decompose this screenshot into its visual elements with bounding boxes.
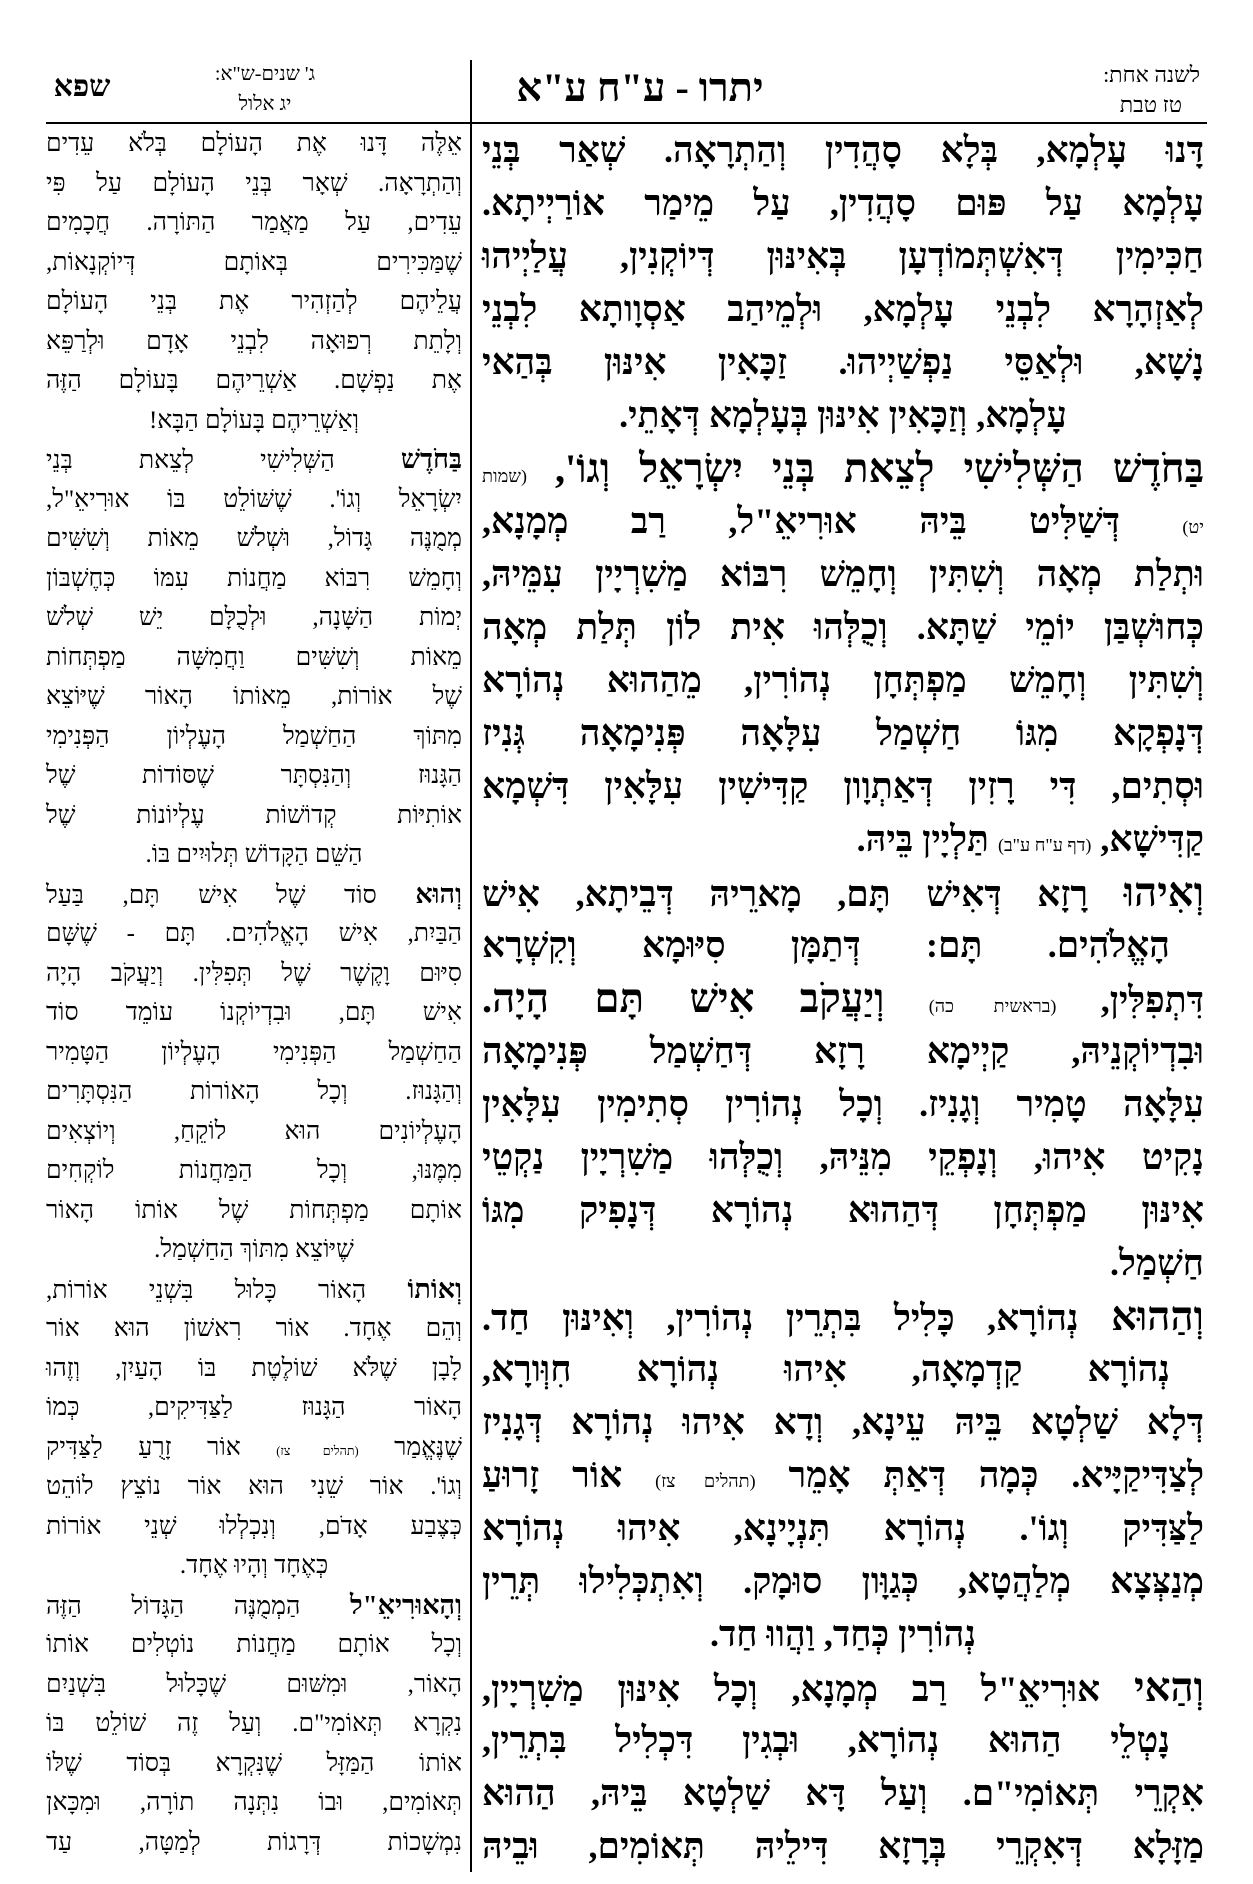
text-segment: הַבַּיִת, אִישׁ הָאֱלֹהִים. תָּם - שֶׁשָּׁם — [46, 920, 462, 947]
aramaic-text-line — [482, 707, 1204, 760]
text-segment: אֵלֶּה דָּנוּ אֶת הָעוֹלָם בְּלֹא עֵדִים — [46, 130, 462, 157]
aramaic-text-line — [482, 866, 1204, 919]
text-segment: אוֹר זָרוּעַ — [482, 1455, 623, 1495]
source-reference: (דף ע"ח ע"ב) — [998, 835, 1092, 855]
text-segment: וּבִדְיוֹקְנֵיהּ, קַיְימָא רָזָא דְּחַשְׁמַל פְּנִימָאָה — [482, 1031, 1204, 1071]
text-segment: הָאוֹר הַגָּנוּז לַצַּדִּיקִים, כְּמוֹ — [46, 1394, 462, 1421]
text-segment: לַצַּדִּיק וְגוֹ'. נְהוֹרָא תִּנְיָינָא, אִיהוּ נְהוֹרָא — [482, 1508, 1204, 1548]
text-segment: יְמוֹת הַשָּׁנָה, וּלְכֻלָּם יֵשׁ שְׁלֹשׁ — [46, 604, 462, 631]
aramaic-text-line — [482, 1449, 1204, 1502]
text-segment: אִינּוּן מַפְתְּחָן דְּהַהוּא נְהוֹרָא דְּנָפִיק מִגּוֹ — [482, 1190, 1204, 1230]
text-segment: הָאוֹר כָּלוּל בִּשְׁנֵי אוֹרוֹת, — [46, 1276, 367, 1304]
aramaic-text-line — [482, 1502, 1204, 1555]
translation-text-line — [46, 835, 462, 875]
text-segment: אוֹתוֹ הַמַּזָּל שֶׁנִּקְרָא בְּסוֹד שֶׁלּוֹ — [46, 1749, 462, 1777]
text-segment: שֶׁמַּכִּירִים בְּאוֹתָם דְּיוֹקְנָאוֹת, — [46, 248, 462, 276]
aramaic-text-line — [482, 124, 1204, 177]
text-segment: שֶׁנֶּאֱמַר — [394, 1433, 463, 1461]
text-segment: סוֹד שֶׁל אִישׁ תָּם, בַּעַל — [46, 881, 377, 909]
text-segment: מֵאוֹת וְשִׁשִּׁים וַחֲמִשָּׁה מַפְתְּחוֹת — [46, 643, 462, 671]
translation-text-line — [46, 1546, 462, 1586]
source-reference: (שמות — [482, 466, 527, 486]
text-segment: וּתְלַת מְאָה וְשִׁתִּין וְחָמֵשׁ רִבּוֹא מַשִׁרְיָין עִמֵּיהּ, — [482, 554, 1204, 594]
translation-text-line — [46, 1428, 462, 1468]
text-segment: מְנַצְּצָא מְלַהֲטָא, כְּגַוָּון סוּמָק. וְאִתְכְּלִילוּ תְּרֵין — [482, 1561, 1204, 1601]
translation-text-line — [46, 677, 462, 717]
header-daily-cycle-date: טז טבת — [1119, 92, 1182, 117]
source-reference: (בראשית כה) — [928, 996, 1057, 1016]
translation-text-line — [46, 1112, 462, 1152]
aramaic-text-line — [482, 654, 1204, 707]
translation-text-line — [46, 1783, 462, 1823]
aramaic-text-line — [482, 1608, 1204, 1661]
text-segment: וְכָל אוֹתָם מַחֲנוֹת נוֹטְלִים אוֹתוֹ — [46, 1631, 462, 1658]
page-title: יתרו - ע"ח ע"א — [516, 65, 764, 110]
text-segment: נְהוֹרָא קַדְמָאָה, אִיהוּ נְהוֹרָא חִוְּורָא, — [482, 1349, 1170, 1389]
text-segment: וְשִׁתִּין וְחָמֵשׁ מַפְתְּחָן נְהוֹרִין, מֵהַהוּא נְהוֹרָא — [482, 660, 1204, 700]
translation-text-line — [46, 164, 462, 204]
text-segment: נִקְרָא תְּאוֹמִי"ם. וְעַל זֶה שׁוֹלֵט בּוֹ — [46, 1710, 462, 1737]
text-segment: הַשֵּׁם הַקָּדוֹשׁ תְּלוּיִים בּוֹ. — [145, 841, 363, 868]
text-segment: יִשְׂרָאֵל וְגוֹ'. שֶׁשּׁוֹלֵט בּוֹ אוּרִיאֵ"ל, — [46, 485, 462, 513]
text-segment: דְּלָא שַׁלְטָא בֵּיהּ עֵינָא, וְדָא אִיהוּ נְהוֹרָא דְּגָנִיז — [482, 1402, 1204, 1442]
text-segment: מַזָּלָא דְּאִקְרֵי בְּרָזָא דִּילֵיהּ תְּאוֹמִים, וּבֵיהּ — [482, 1826, 1204, 1866]
text-segment: נָקִיט אִיהוּ, וְנָפְקֵי מִנֵּיהּ, וְכֻלְּהוּ מַשִׁרְיָין נַקְטֵי — [482, 1137, 1204, 1177]
aramaic-text-line — [482, 1396, 1204, 1449]
text-segment: דָּנוּ עָלְמָא, בְּלָא סָהֲדִין וְהַתְרָאָה. שְׁאַר בְּנֵי — [482, 130, 1204, 170]
lead-words: וְאוֹתוֹ — [407, 1273, 463, 1304]
text-segment: עָלְמָא עַל פּוּם סָהֲדִין, עַל מֵימַר אוֹרַיְיתָא. — [482, 183, 1204, 223]
text-segment: לְאַזְהָרָא לִבְנֵי עָלְמָא, וּלְמֵיהַב אַסְוָותָא לִבְנֵי — [482, 289, 1204, 329]
translation-text-line — [46, 361, 462, 401]
lead-words: בַּחֹדֶשׁ — [400, 444, 462, 474]
aramaic-text-line — [482, 283, 1204, 336]
lead-words: וְהַאי — [1134, 1665, 1204, 1710]
aramaic-text-line — [482, 760, 1204, 813]
translation-text-line — [46, 1349, 462, 1389]
text-segment: וְהַגָּנוּז. וְכָל הָאוֹרוֹת הַנִּסְתָּרִים — [46, 1078, 462, 1105]
translation-text-line — [46, 480, 462, 520]
text-segment: דִּתְפִלִּין, — [1100, 980, 1204, 1020]
translation-text-line — [46, 1467, 462, 1507]
translation-text-line — [46, 1586, 462, 1626]
aramaic-text-line — [482, 1767, 1204, 1820]
text-segment: הַשְּׁלִישִׁי לְצֵאת בְּנֵי — [46, 447, 335, 474]
text-segment: לְצַדִּיקַיָּיא. כְּמָה דְּאַתְּ אָמֵר — [788, 1455, 1205, 1495]
text-segment: הָאֱלֹהִים. תָּם: דְּתַמָּן סִיּוּמָא וְקִשְׁרָא — [482, 925, 1170, 965]
translation-text-line — [46, 1309, 462, 1349]
text-segment: מִמֶּנּוּ, וְכָל הַמַּחֲנוֹת לוֹקְחִים — [46, 1157, 462, 1184]
translation-text-line — [46, 243, 462, 283]
aramaic-text-line — [482, 548, 1204, 601]
aramaic-text-line — [482, 1237, 1204, 1290]
text-segment: מִתּוֹךְ הַחַשְׁמַל הָעֶלְיוֹן הַפְּנִימִי — [46, 722, 462, 750]
text-segment: וְאַשְׁרֵיהֶם בָּעוֹלָם הַבָּא! — [148, 406, 360, 434]
aramaic-text-line — [482, 336, 1204, 389]
translation-text-line — [46, 717, 462, 757]
aramaic-text-line — [482, 1343, 1204, 1396]
aramaic-text-line — [482, 1661, 1204, 1714]
text-segment: הָאוֹר, וּמִשּׁוּם שֶׁכָּלוּל בִּשְׁנַיִם — [46, 1670, 462, 1698]
aramaic-text-line — [482, 813, 1204, 866]
text-segment: תַּלְיָין בֵּיהּ. — [856, 819, 989, 859]
source-reference: (תהלים צז) — [655, 1471, 756, 1491]
text-segment: וְהַתְרָאָה. שְׁאָר בְּנֵי הָעוֹלָם עַל פִּי — [46, 169, 462, 197]
text-segment: מְמֻנֶּה גָּדוֹל, וּשְׁלֹשׁ מֵאוֹת וְשִׁשִּׁים — [46, 525, 462, 552]
translation-text-line — [46, 796, 462, 836]
aramaic-text-line — [482, 389, 1204, 442]
aramaic-text-line — [482, 1131, 1204, 1184]
translation-text-line — [46, 203, 462, 243]
text-segment: אוֹר זָרֻעַ לַצַּדִּיק — [46, 1433, 241, 1461]
aramaic-text-line — [482, 1290, 1204, 1343]
aramaic-text-line — [482, 1820, 1204, 1873]
page-number: שפא — [53, 70, 111, 103]
translation-text-line — [46, 638, 462, 678]
text-segment: עֵדִים, עַל מַאֲמַר הַתּוֹרָה. חֲכָמִים — [46, 209, 462, 236]
aramaic-text-line — [482, 601, 1204, 654]
text-segment: סִיּוּם וָקֶשֶׁר שֶׁל תְּפִלִּין. וְיַעֲקֹב הָיָה — [46, 959, 462, 987]
text-segment: נְהוֹרִין כְּחַד, וַהֲווּ חַד. — [709, 1614, 977, 1654]
translation-text-line — [46, 1033, 462, 1073]
text-segment: נְהוֹרָא, כָּלִיל בִּתְרֵין נְהוֹרִין, וְאִינּוּן חַד. — [482, 1298, 1079, 1338]
text-segment: כְּצֶבַע אָדֹם, וְנִכְלְלוּ שְׁנֵי אוֹרוֹת — [46, 1512, 462, 1540]
translation-text-line — [46, 1191, 462, 1231]
text-segment: שֶׁל אוֹרוֹת, מֵאוֹתוֹ הָאוֹר שֶׁיּוֹצֵא — [46, 683, 462, 710]
text-segment: חַשְׁמַל. — [1110, 1243, 1204, 1283]
aramaic-text-line — [482, 495, 1204, 548]
text-segment: עָלְמָא, וְזַכָּאִין אִינּוּן בְּעָלְמָא דְּאָתֵי. — [619, 395, 1067, 435]
text-segment: חַכִּימִין דְּאִשְׁתְּמוֹדְעָן בְּאִינּוּן דְּיוֹקְנִין, עֲלַיְיהוּ — [482, 236, 1204, 276]
text-segment: אִישׁ תָּם, וּבִדְיוֹקְנוֹ עוֹמֵד סוֹד — [46, 999, 462, 1026]
text-segment: אֶת נַפְשָׁם. אַשְׁרֵיהֶם בָּעוֹלָם הַזֶּה — [46, 367, 462, 394]
lead-words: וְיַעֲקֹב אִישׁ תָּם הָיָה. — [482, 976, 885, 1021]
text-segment: נָטְלֵי הַהוּא נְהוֹרָא, וּבְגִין דִּכְלִיל בִּתְרֵין, — [482, 1720, 1170, 1760]
translation-text-line — [46, 1507, 462, 1547]
text-segment: תְּאוֹמִים, וּבוֹ נִתְּנָה תוֹרָה, וּמִכָּאן — [46, 1789, 462, 1816]
text-segment: עֲלֵיהֶם לְהַזְהִיר אֶת בְּנֵי הָעוֹלָם — [46, 288, 462, 315]
aramaic-text-line — [482, 442, 1204, 495]
translation-text-line — [46, 559, 462, 599]
text-segment: אוּרִיאֵ"ל רַב מְמָנָא, וְכָל אִינּוּן מַשִׁרְיָין, — [482, 1669, 1101, 1709]
text-segment: רָזָא דְּאִישׁ תָּם, מָארֵיהּ דְּבֵיתָא, אִישׁ — [482, 874, 1089, 914]
aramaic-text-line — [482, 1025, 1204, 1078]
translation-text-line — [46, 1823, 462, 1863]
translation-text-line — [46, 1072, 462, 1112]
aramaic-text-line — [482, 1555, 1204, 1608]
header-daily-cycle-label: לשנה אחת: — [1103, 62, 1200, 87]
text-segment: הַגָּנוּז וְהַנִּסְתָּר שֶׁסּוֹדוֹת שֶׁל — [46, 762, 462, 789]
text-segment: אוֹתִיּוֹת קְדוֹשׁוֹת עֶלְיוֹנוֹת שֶׁל — [46, 801, 462, 829]
hebrew-translation-column — [46, 124, 462, 1862]
translation-text-line — [46, 1704, 462, 1744]
translation-text-line — [46, 440, 462, 480]
translation-text-line — [46, 875, 462, 915]
translation-text-line — [46, 1151, 462, 1191]
text-segment: אוֹתָם מַפְתְּחוֹת שֶׁל אוֹתוֹ הָאוֹר — [46, 1196, 462, 1224]
lead-words: וְהָאוּרִיאֵ"ל — [350, 1589, 462, 1620]
text-segment: וְחָמֵשׁ רִבּוֹא מַחֲנוֹת עִמּוֹ כְּחֶשְׁבּוֹן — [46, 564, 462, 592]
translation-text-line — [46, 124, 462, 164]
text-segment: נָשָׁא, וּלְאַסֵּי נַפְשַׁיְיהוּ. זַכָּאִין אִינּוּן בְּהַאי — [482, 342, 1204, 382]
translation-text-line — [46, 1625, 462, 1665]
translation-text-line — [46, 519, 462, 559]
translation-text-line — [46, 1230, 462, 1270]
aramaic-text-line — [482, 1714, 1204, 1767]
text-segment: קַדִּישָׁא, — [1100, 819, 1204, 859]
text-segment: דְּשַׁלִּיט בֵּיהּ אוּרִיאֵ"ל, רַב מְמָנָא, — [482, 501, 1120, 541]
translation-text-line — [46, 282, 462, 322]
text-segment: וּסְתִים, דִּי רָזִין דְּאַתְוָון קַדִּישִׁין עִלָּאִין דִּשְׁמָא — [482, 766, 1204, 806]
text-segment: הַמְמֻנֶּה הַגָּדוֹל הַזֶּה — [46, 1592, 301, 1620]
aramaic-text-line — [482, 1078, 1204, 1131]
text-segment: עִלָּאָה טָמִיר וְגָנִיז. וְכָל נְהוֹרִין סְתִימִין עִלָּאִין — [482, 1084, 1204, 1124]
text-segment: דְּנָפְקָא מִגּוֹ חַשְׁמַל עִלָּאָה פְּנִימָאָה גְּנִיז — [482, 713, 1204, 753]
text-segment: הָעֶלְיוֹנִים הוּא לוֹקֵחַ, וְיוֹצְאִים — [46, 1117, 462, 1145]
translation-text-line — [46, 1744, 462, 1784]
lead-words: וְהוּא — [415, 878, 462, 909]
translation-text-line — [46, 756, 462, 796]
translation-text-line — [46, 401, 462, 441]
column-divider — [470, 60, 472, 1872]
translation-text-line — [46, 322, 462, 362]
aramaic-text-line — [482, 177, 1204, 230]
translation-text-line — [46, 598, 462, 638]
text-segment: כְּאֶחָד וְהָיוּ אֶחָד. — [179, 1552, 329, 1579]
header-three-year-cycle-date: יג אלול — [238, 93, 292, 115]
text-segment: הַחַשְׁמַל הַפְּנִימִי הָעֶלְיוֹן הַטָּמִיר — [46, 1038, 462, 1066]
aramaic-text-line — [482, 972, 1204, 1025]
aramaic-text-line — [482, 1184, 1204, 1237]
text-segment: אִקְרֵי תְּאוֹמִי"ם. וְעַל דָּא שַׁלְטָא בֵּיהּ, הַהוּא — [482, 1773, 1204, 1813]
translation-text-line — [46, 914, 462, 954]
text-segment: וְגוֹ'. אוֹר שֵׁנִי הוּא אוֹר נוֹצֵץ לוֹהֵט — [46, 1473, 462, 1500]
aramaic-text-column — [482, 124, 1204, 1873]
aramaic-text-line — [482, 919, 1204, 972]
lead-words: וְהַהוּא — [1111, 1294, 1204, 1339]
text-segment: שֶׁיּוֹצֵא מִתּוֹךְ הַחַשְׁמַל. — [154, 1236, 354, 1263]
lead-words: בַּחֹדֶשׁ הַשְּׁלִישִׁי לְצֵאת בְּנֵי יִשְׂרָאֵל וְגוֹ', — [554, 446, 1205, 491]
text-segment: כְּחוּשְׁבַּן יוֹמֵי שַׁתָּא. וְכֻלְּהוּ אִית לוֹן תְּלַת מְאָה — [482, 607, 1204, 647]
translation-text-line — [46, 954, 462, 994]
text-segment: וְלָתֵת רְפוּאָה לִבְנֵי אָדָם וּלְרַפֵּא — [46, 327, 462, 355]
aramaic-text-line — [482, 230, 1204, 283]
translation-text-line — [46, 993, 462, 1033]
text-segment: נִמְשָׁכוֹת דְּרָגוֹת לְמַטָּה, עַד — [46, 1828, 462, 1856]
translation-text-line — [46, 1270, 462, 1310]
translation-text-line — [46, 1388, 462, 1428]
text-segment: וְהֵם אֶחָד. אוֹר רִאשׁוֹן הוּא אוֹר — [46, 1315, 462, 1342]
text-segment: לָבָן שֶׁלֹּא שׁוֹלֶטֶת בּוֹ הָעַיִן, וְזֶהוּ — [46, 1354, 462, 1382]
source-reference: יט) — [1182, 517, 1205, 537]
source-reference: (תהלים צז) — [276, 1443, 359, 1458]
header-three-year-cycle-label: ג' שנים-ש"א: — [214, 63, 316, 85]
lead-words: וְאִיהוּ — [1123, 870, 1205, 915]
translation-text-line — [46, 1665, 462, 1705]
